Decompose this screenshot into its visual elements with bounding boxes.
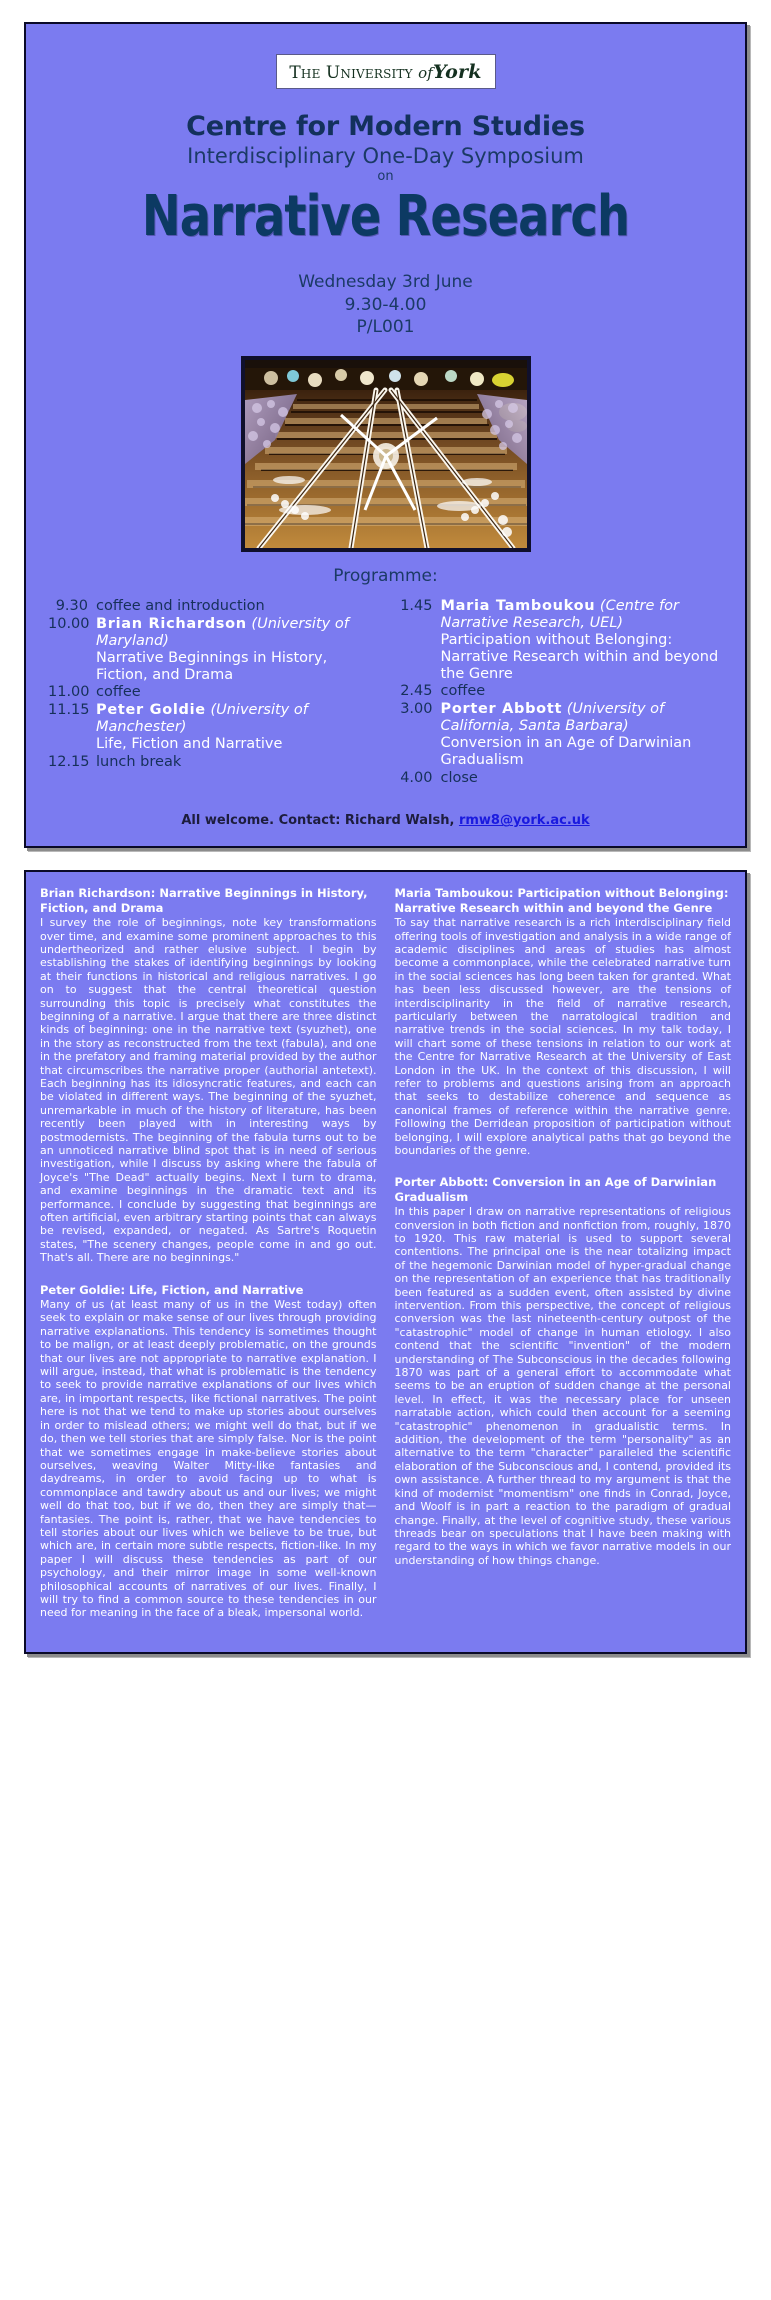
contact-footer xyxy=(42,813,729,832)
railway-tracks-illustration xyxy=(245,360,527,548)
programme-time: 1.45 xyxy=(400,598,433,615)
event-subtitle: Interdisciplinary One-Day Symposium xyxy=(187,144,584,168)
programme-row xyxy=(393,701,724,768)
programme-row xyxy=(48,616,379,683)
programme-entry xyxy=(441,598,724,682)
programme-row xyxy=(393,683,724,700)
abstract-heading: Maria Tamboukou: Participation without Belonging: Narrative Research within and beyond the Genre xyxy=(394,886,729,915)
programme-columns xyxy=(42,598,729,787)
abstract-heading: Peter Goldie: Life, Fiction, and Narrative xyxy=(40,1282,304,1297)
abstract-body: Many of us (at least many of us in the West today) often seek to explain or make sense of our lives through providing narrative explanations. This tendency is sometimes thought to be malign, or at least deeply problematic, on the grounds that our lives are not appropriate to narrative explanation. I will argue, instead, that what is problematic is the tendency to seek to provide narrative explanations of our lives which are, in important respects, like fictional narratives. The point here is not that we tend to make up stories about ourselves in order to mislead others; we might well do that, but if we do, then we tell stories that are simply false. Nor is the point that we sometimes engage in make-believe stories about ourselves, weaving Walter Mitty-like fantasies and daydreams, in order to avoid facing up to what is commonplace and tawdry about us and our lives; we might well do that too, but if we do, then they are simply that—fantasies. The point is, rather, that we have tendencies to tell stories about our lives which we believe to be true, but which are, in certain more subtle respects, fiction-like. In my paper I will discuss these tendencies as part of our psychology, and their mirror image in some well-known philosophical accounts of narratives of our lives. Finally, I will try to find a common source to these tendencies in our need for meaning in the face of a bleak, impersonal world. xyxy=(40,1298,377,1620)
abstracts-content xyxy=(26,872,745,1651)
abstracts-column-right xyxy=(395,886,732,1637)
logo-york: York xyxy=(433,61,482,83)
programme-row xyxy=(48,598,379,615)
programme-speaker-affiliation: (University of Manchester) xyxy=(96,702,308,736)
abstract-heading: Brian Richardson: Narrative Beginnings in History, Fiction, and Drama xyxy=(40,886,368,915)
event-date: Wednesday 3rd June xyxy=(298,272,473,293)
programme-speaker-name: Maria Tamboukou xyxy=(440,598,596,615)
event-room: P/L001 xyxy=(356,316,415,337)
poster-content xyxy=(26,24,745,846)
page-title: Narrative Research xyxy=(141,184,630,249)
programme-time: 4.00 xyxy=(400,769,433,786)
abstract-body: In this paper I draw on narrative representations of religious conversion in both fiction and nonfiction from, roughly, 1870 to 1920. This raw material is used to support several contentions. The principal one is the near totalizing impact of the hegemonic Darwinian model of hyper-gradual change on the representation of an experience that has traditionally been featured as a sudden event, often assisted by divine intervention. From this perspective, the concept of religious conversion was the last nineteenth-century outpost of the "catastrophic" model of change in human etiology. I also contend that the scientific "invention" of the modern understanding of The Subconscious in the decades following 1870 was part of a general effort to accommodate what seems to be an eruption of sudden change at the personal level. In effect, it was the necessary place for unseen narratable action, which could then account for a seeming "catastrophic" phenomenon in gradualistic terms. In addition, the development of the term "personality" as an alternative to the term "character" paralleled the scientific elaboration of the Subconscious and, I contend, provided its own assistance. A further thread to my argument is that the kind of modernist "momentism" one finds in Conrad, Joyce, and Woolf is in part a reaction to the paradigm of gradual change. Finally, at the level of cognitive study, these various threads bear on speculations that I have been making with regard to the ways in which we favor narrative models in our understanding of how things change. xyxy=(394,1205,731,1567)
poster-page-1 xyxy=(24,22,747,848)
programme-column-morning xyxy=(48,598,379,787)
abstract-block xyxy=(40,1283,377,1620)
abstracts-column-left xyxy=(40,886,377,1637)
programme-break-label: coffee and introduction xyxy=(96,598,265,615)
programme-speaker-affiliation: (University of California, Santa Barbara) xyxy=(440,701,665,735)
programme-time: 2.45 xyxy=(400,683,433,700)
programme-row xyxy=(393,598,724,682)
poster-document xyxy=(0,22,771,1654)
programme-time: 11.15 xyxy=(48,702,90,719)
logo-university: University xyxy=(325,63,413,83)
programme-break-label: close xyxy=(440,769,478,786)
programme-speaker-affiliation: (Centre for Narrative Research, UEL) xyxy=(440,598,679,632)
logo-the: The xyxy=(289,63,321,83)
programme-time: 9.30 xyxy=(55,598,88,615)
abstract-block xyxy=(395,886,732,1157)
programme-talk-title: Participation without Belonging: Narrative Research within and beyond the Genre xyxy=(440,632,719,682)
programme-entry xyxy=(96,684,141,701)
programme-entry xyxy=(96,702,379,752)
programme-entry xyxy=(96,616,379,683)
abstract-block xyxy=(40,886,377,1264)
logo-wordmark xyxy=(281,61,491,83)
programme-speaker-name: Brian Richardson xyxy=(96,616,247,633)
abstract-body: To say that narrative research is a rich interdisciplinary field offering tools of investigation and analysis in a wide range of academic disciplines and areas of studies has almost become a commonplace, while the celebrated narrative turn in the social sciences has long been taken for granted. What has been less discussed however, are the tensions of interdisciplinarity in the field of narrative research, particularly between the narratological tradition and narrative trends in the social sciences. In my talk today, I will chart some of these tensions in relation to our work at the Centre for Narrative Research at the University of East London in the UK. In the context of this discussion, I will refer to problems and questions arising from an approach that seeks to destabilize coherence and sequence as canonical frames of reference within the narrative genre. Following the Derridean proposition of participation without belonging, I will explore analytical paths that go beyond the boundaries of the genre. xyxy=(394,916,731,1158)
university-of-york-logo xyxy=(276,54,496,89)
event-time: 9.30-4.00 xyxy=(344,294,427,315)
contact-email-link[interactable]: rmw8@york.ac.uk xyxy=(458,813,590,829)
programme-speaker-affiliation: (University of Maryland) xyxy=(96,616,349,650)
programme-row xyxy=(48,702,379,752)
programme-entry xyxy=(441,683,486,700)
programme-entry xyxy=(441,770,478,787)
programme-talk-title: Narrative Beginnings in History, Fiction, and Drama xyxy=(96,649,328,683)
centre-title: Centre for Modern Studies xyxy=(186,111,585,142)
programme-talk-title: Conversion in an Age of Darwinian Gradualism xyxy=(440,734,692,768)
programme-time: 12.15 xyxy=(48,753,90,770)
programme-time: 11.00 xyxy=(48,684,90,701)
programme-entry xyxy=(441,701,724,768)
abstract-block xyxy=(395,1175,732,1567)
programme-row xyxy=(48,684,379,701)
on-connector: on xyxy=(377,169,394,184)
programme-break-label: coffee xyxy=(440,683,486,700)
event-details xyxy=(42,271,729,338)
programme-column-afternoon xyxy=(393,598,724,787)
programme-time: 10.00 xyxy=(48,616,90,633)
programme-time: 3.00 xyxy=(400,701,433,718)
railway-tracks-image xyxy=(241,356,531,552)
programme-label: Programme: xyxy=(333,566,438,587)
abstract-heading: Porter Abbott: Conversion in an Age of Darwinian Gradualism xyxy=(394,1175,717,1204)
programme-row xyxy=(48,754,379,771)
programme-entry xyxy=(96,754,181,771)
abstract-body: I survey the role of beginnings, note key transformations over time, and examine some prominent approaches to this undertheorized and rather elusive subject. I begin by establishing the stakes of identifying beginnings by looking at their functions in historical and religious narratives. I go on to suggest that the central theoretical question surrounding this topic is precisely what constitutes the beginning of a narrative. I argue that there are three distinct kinds of beginning: one in the narrative text (syuzhet), one in the story as reconstructed from the text (fabula), and one in the prefatory and framing material provided by the author that circumscribes the narrative proper (authorial antetext). Each beginning has its idiosyncratic features, and each can be violated in different ways. The beginning of the syuzhet, unremarkable in much of the history of literature, has been recently been played with in interesting ways by postmodernists. The beginning of the fabula turns out to be an unnoticed narrative blind spot that is in need of serious investigation, while I discuss by asking where the fabula of Joyce's "The Dead" actually begins. Next I turn to drama, and examine beginnings in the dramatic text and its performance. I conclude by suggesting that beginnings are often artificial, even arbitrary starting points that can always be revised, expanded, or negated. As Sartre's Roquetin states, "The scenery changes, people come in and go out. That's all. There are no beginnings." xyxy=(40,916,377,1265)
logo-of: of xyxy=(418,64,434,82)
programme-break-label: lunch break xyxy=(96,753,182,770)
abstracts-page-2 xyxy=(24,870,747,1653)
programme-break-label: coffee xyxy=(96,684,141,701)
programme-entry xyxy=(96,598,265,615)
programme-talk-title: Life, Fiction and Narrative xyxy=(96,735,283,752)
programme-speaker-name: Peter Goldie xyxy=(96,702,206,719)
contact-text: All welcome. Contact: Richard Walsh, xyxy=(181,813,459,829)
programme-speaker-name: Porter Abbott xyxy=(440,701,563,718)
programme-row xyxy=(393,770,724,787)
